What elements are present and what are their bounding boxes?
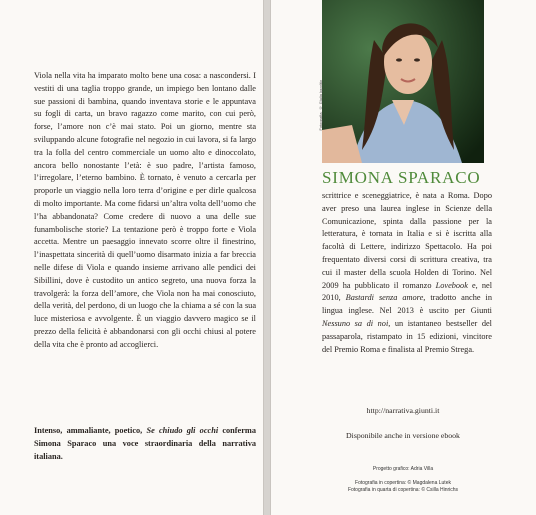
publisher-url[interactable]: http://narrativa.giunti.it xyxy=(366,406,440,415)
ebook-note: Disponibile anche in versione ebook xyxy=(346,431,460,440)
author-bio xyxy=(322,190,492,356)
bio-book-nessuno: Nessuno sa di noi xyxy=(322,318,389,328)
bio-text-1: scrittrice e sceneggiatrice, è nata a Roma. Dopo aver preso una laurea inglese in Scienze della Comunicazione, spinta dalla passione per la letteratura, è tornata in Italia e si è iscritta alla facoltà di Lettere, indirizzo Spettacolo. Ha poi frequentato diversi corsi di scrittura creativa, tra cui il master della scuola Holden di Torino. Nel 2009 ha pubblicato il romanzo xyxy=(322,191,492,290)
blurb xyxy=(34,424,256,463)
author-photo xyxy=(322,0,484,163)
synopsis xyxy=(34,70,256,352)
author-name: SIMONA SPARACO xyxy=(322,168,481,187)
author-portrait-illustration xyxy=(322,0,484,163)
credit-back-photo: Fotografia in quarta di copertina: © Csilla Hinrichs xyxy=(347,487,459,493)
photo-credit: Fotografia: © Giulia Ippolito xyxy=(318,80,323,131)
bio-text-4: , un istantaneo bestseller del passaparola, ristampato in 15 edizioni, vincitore del Premio Roma e finalista al Premio Strega. xyxy=(322,318,492,354)
synopsis-text: Viola nella vita ha imparato molto bene una cosa: a nascondersi. I vestiti di una taglia troppo grande, un impiego ben lontano dalle sue passioni di bambina, quando inventava storie e le appuntava su fogli di carta, un bravo ragazzo come marito, con cui però, forse, l’amore non c’è mai stato. Poi un giorno, mentre sta sviluppando alcune fotografie nel negozio in cui lavora, si fa largo tra la folla del centro commerciale un uomo alto e dinoccolato, ancora bello nonostante l’età: è suo padre, l’artista famoso, l’irregolare, l’eterno bambino. È tornato, è venuto a cercarla per proporle un viaggio nella loro terra d’origine e per dirle qualcosa di molto importante. Ma come fidarsi un’altra volta dell’uomo che l’ha abbandonata? Come credere di nuovo a una delle sue funambolische storie? La tentazione però è troppo forte e Viola accetta. Mentre un paesaggio innevato scorre oltre il finestrino, l’inaspettata sincerità di quell’uomo disarmato inizia a far breccia nelle difese di Viola e quando insieme arrivano alle pendici dei Sibillini, dove è custodito un antico segreto, una nuova forza la travolgerà: la forza dell’amore, che Viola non ha mai conosciuto, della verità, del perdono, di un luogo che la chiama a sé con la sua luce misteriosa e avvolgente. È un viaggio davvero magico se il prezzo della felicità è abbandonarsi con gli occhi chiusi al potere della vita che è pronto ad accoglierci. xyxy=(34,71,256,349)
blurb-text-start: Intenso, ammaliante, poetico, xyxy=(34,426,147,435)
blurb-text-end: conferma Simona Sparaco una voce straordinaria della narrativa italiana. xyxy=(34,426,256,461)
credit-cover-photo: Fotografia in copertina: © Magdalena Lutek xyxy=(355,480,451,486)
bio-book-lovebook: Lovebook xyxy=(435,280,468,290)
credit-graphic-design: Progetto grafico: Adria Villa xyxy=(372,466,434,472)
bio-book-bastardi: Bastardi senza amore xyxy=(345,293,424,303)
blurb-book-title: Se chiudo gli occhi xyxy=(146,426,219,435)
bio-text-2: e, nel 2010, xyxy=(322,280,492,303)
bio-text-3: , tradotto anche in lingua inglese. Nel 2013 è uscito per Giunti xyxy=(322,293,492,316)
